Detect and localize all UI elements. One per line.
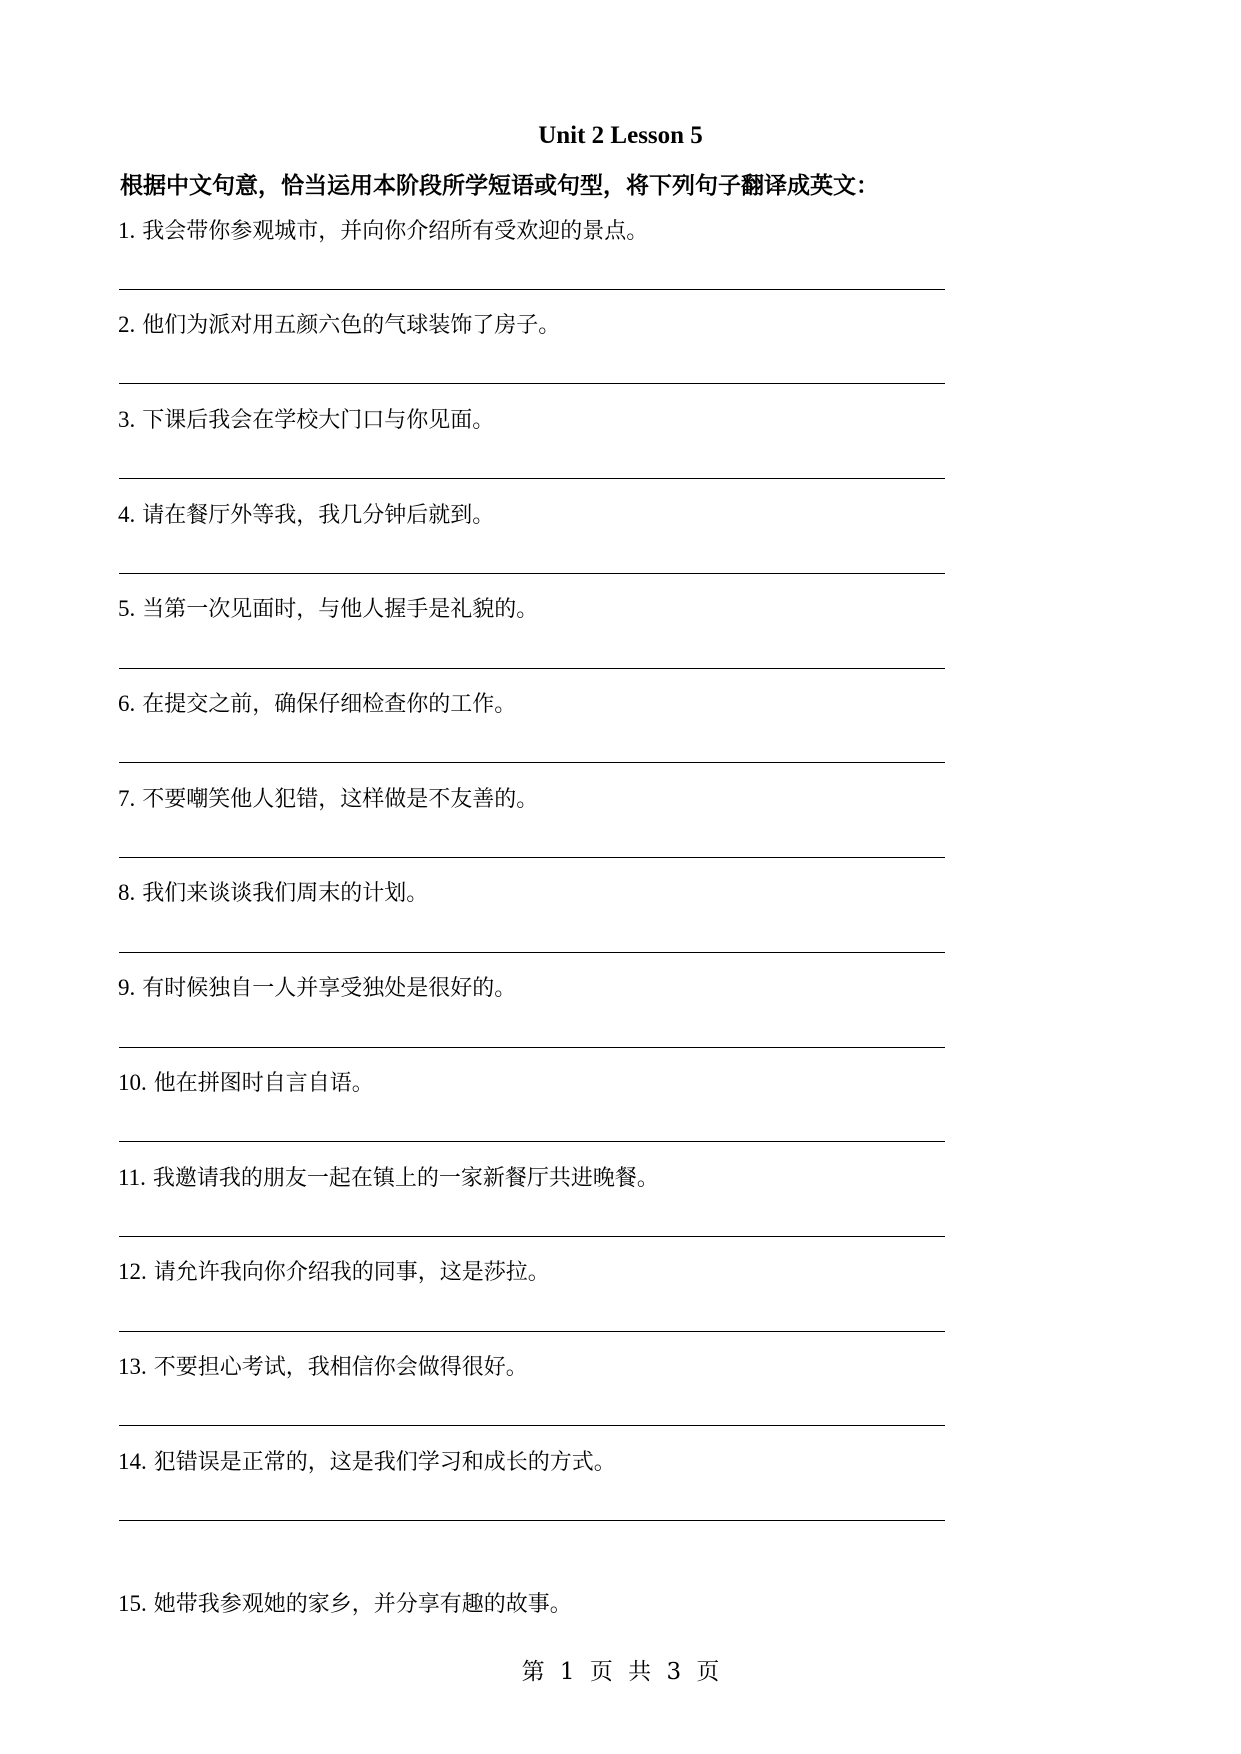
question-5: 5. 当第一次见面时，与他人握手是礼貌的。 [118, 596, 539, 622]
answer-line-13[interactable] [119, 1425, 945, 1426]
question-13: 13. 不要担心考试，我相信你会做得很好。 [118, 1354, 528, 1380]
answer-line-2[interactable] [119, 383, 945, 384]
answer-line-9[interactable] [119, 1047, 945, 1048]
question-14: 14. 犯错误是正常的，这是我们学习和成长的方式。 [118, 1449, 616, 1475]
answer-line-5[interactable] [119, 668, 945, 669]
question-9: 9. 有时候独自一人并享受独处是很好的。 [118, 975, 517, 1001]
answer-line-10[interactable] [119, 1141, 945, 1142]
answer-line-6[interactable] [119, 762, 945, 763]
answer-line-1[interactable] [119, 289, 945, 290]
page-title: Unit 2 Lesson 5 [538, 122, 703, 149]
instruction-text: 根据中文句意，恰当运用本阶段所学短语或句型，将下列句子翻译成英文： [120, 172, 879, 199]
question-1: 1. 我会带你参观城市，并向你介绍所有受欢迎的景点。 [118, 218, 649, 244]
question-6: 6. 在提交之前，确保仔细检查你的工作。 [118, 691, 517, 717]
page-number-footer: 第 1 页 共 3 页 [521, 1659, 720, 1685]
question-10: 10. 他在拼图时自言自语。 [118, 1070, 374, 1096]
answer-line-8[interactable] [119, 952, 945, 953]
question-15: 15. 她带我参观她的家乡，并分享有趣的故事。 [118, 1591, 572, 1617]
question-11: 11. 我邀请我的朋友一起在镇上的一家新餐厅共进晚餐。 [118, 1165, 659, 1191]
answer-line-11[interactable] [119, 1236, 945, 1237]
answer-line-7[interactable] [119, 857, 945, 858]
answer-line-14[interactable] [119, 1520, 945, 1521]
question-7: 7. 不要嘲笑他人犯错，这样做是不友善的。 [118, 786, 539, 812]
question-3: 3. 下课后我会在学校大门口与你见面。 [118, 407, 495, 433]
answer-line-4[interactable] [119, 573, 945, 574]
answer-line-12[interactable] [119, 1331, 945, 1332]
question-2: 2. 他们为派对用五颜六色的气球装饰了房子。 [118, 312, 561, 338]
question-4: 4. 请在餐厅外等我，我几分钟后就到。 [118, 502, 495, 528]
answer-line-3[interactable] [119, 478, 945, 479]
question-8: 8. 我们来谈谈我们周末的计划。 [118, 880, 429, 906]
question-12: 12. 请允许我向你介绍我的同事，这是莎拉。 [118, 1259, 550, 1285]
